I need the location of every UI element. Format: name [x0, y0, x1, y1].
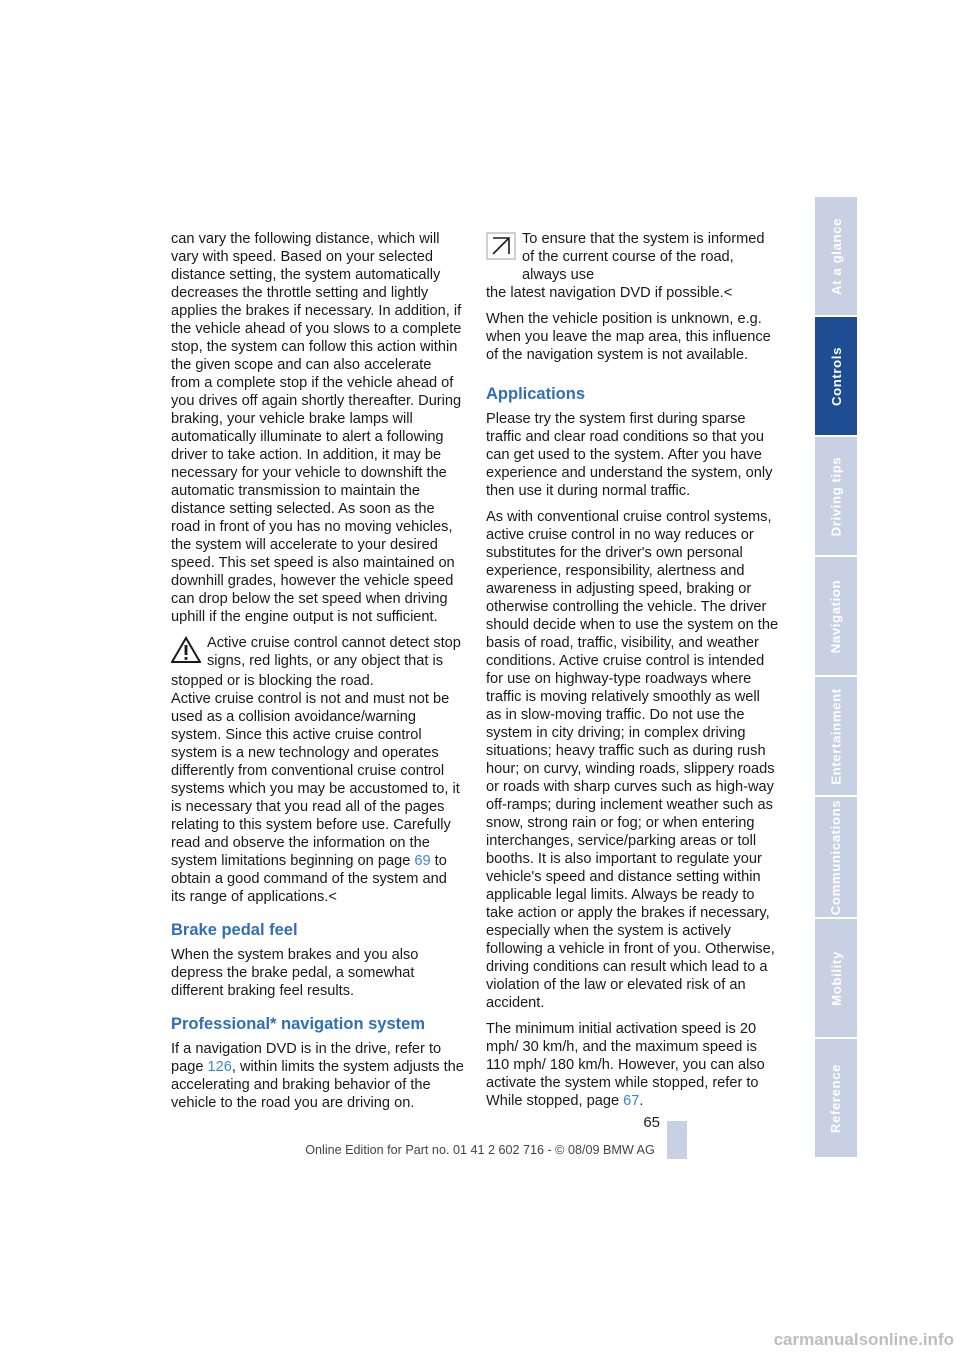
watermark: carmanualsonline.info	[773, 1330, 954, 1349]
tab-communications[interactable]: Communications	[815, 797, 857, 919]
tab-entertainment[interactable]: Entertainment	[815, 677, 857, 797]
page-link-69[interactable]: 69	[414, 853, 431, 869]
left-column	[171, 230, 464, 1120]
heading-navigation-system: Professional* navigation system	[171, 1015, 426, 1033]
brake-paragraph: When the system brakes and you also depress the brake pedal, a somewhat different braking feel results.	[171, 947, 419, 999]
intro-paragraph: can vary the following distance, which will vary with speed. Based on your selected distance setting, the system automatically decreases the throttle setting and lightly applies the brakes if necessary. In addition, if the vehicle ahead of you slows to a complete stop, the system can follow this action within the given scope and can also accelerate from a complete stop if the vehicle ahead of you drives off again shortly thereafter. During braking, your vehicle brake lamps will automatically illuminate to alert a following driver to take action. In addition, it may be necessary for your vehicle to downshift the automatic transmission to maintain the distance setting selected. As soon as the road in front of you has no moving vehicles, the system will accelerate to your desired speed. This set speed is also maintained on downhill grades, however the vehicle speed can drop below the set speed when driving uphill if the engine output is not sufficient.	[171, 231, 462, 625]
right-column	[486, 230, 779, 1118]
warning-block	[171, 634, 464, 906]
page-link-126[interactable]: 126	[207, 1059, 232, 1075]
note-arrow-icon	[486, 232, 522, 268]
page-number: 65	[643, 1114, 660, 1131]
tab-reference[interactable]: Reference	[815, 1039, 857, 1159]
end-mark: <	[328, 889, 337, 905]
end-mark: <	[723, 285, 733, 301]
side-navigation	[815, 197, 857, 1159]
warning-text-first: Active cruise control cannot detect stop signs, red lights, or any object that is	[207, 635, 461, 669]
tab-driving-tips[interactable]: Driving tips	[815, 437, 857, 557]
speed-paragraph: The minimum initial activation speed is 20 mph/ 30 km/h, and the maximum speed is 110 mph/ 180 km/h. However, you can also activate the system while stopped, refer to While stopped, page 67.	[486, 1021, 765, 1109]
warning-triangle-icon	[171, 636, 207, 672]
note-text-first: To ensure that the system is informed of the current course of the road, always use	[522, 231, 765, 283]
tab-mobility[interactable]: Mobility	[815, 919, 857, 1039]
heading-applications: Applications	[486, 385, 586, 403]
position-unknown-paragraph: When the vehicle position is unknown, e.g. when you leave the map area, this influence of the navigation system is not available.	[486, 311, 771, 363]
applications-paragraph-2: As with conventional cruise control systems, active cruise control in no way reduces or substitutes for the driver's own personal experience, responsibility, alertness and awareness in adjusting speed, braking or otherwise controlling the vehicle. The driver should decide when to use the system on the basis of road, traffic, visibility, and weather conditions. Active cruise control is intended for use on highway-type roadways where traffic is moving relatively smoothly as well as in slow-moving traffic. Do not use the system in city driving; in complex driving situations; heavy traffic such as during rush hour; on curvy, winding roads, slippery roads or roads with sharp curves such as high-way off-ramps; during inclement weather such as snow, strong rain or fog; or when entering interchanges, service/parking areas or toll booths. It is also important to regulate your vehicle's speed and distance setting within applicable legal limits. Always be ready to take action or apply the brakes if necessary, especially when the system is actively following a vehicle in front of you. Otherwise, driving conditions can result which lead to a violation of the law or elevated risk of an accident.	[486, 509, 779, 1011]
tab-navigation[interactable]: Navigation	[815, 557, 857, 677]
tab-at-a-glance[interactable]: At a glance	[815, 197, 857, 317]
footer-edition-text: Online Edition for Part no. 01 41 2 602 716 - © 08/09 BMW AG	[305, 1143, 655, 1157]
page-link-67[interactable]: 67	[623, 1093, 640, 1109]
note-block	[486, 230, 779, 302]
warning-text-rest: stopped or is blocking the road.	[171, 673, 374, 689]
applications-paragraph-1: Please try the system first during sparse traffic and clear road conditions so that you can get used to the system. After you have experience and understand the system, only then use it during normal traffic.	[486, 411, 773, 499]
tab-controls[interactable]: Controls	[815, 317, 857, 437]
warning-paragraph-2: Active cruise control is not and must not be used as a collision avoidance/warning system. Since this active cruise control system is a new technology and operates differently from conventional cruise control systems which you may be accustomed to, it is necessary that you read all of the pages relating to this system before use. Carefully read and observe the information on the system limitations beginning on page 69 to obtain a good command of the system and its range of applications.<	[171, 691, 460, 905]
navigation-paragraph: If a navigation DVD is in the drive, refer to page 126, within limits the system adjusts the accelerating and braking behavior of the vehicle to the road you are driving on.	[171, 1041, 464, 1111]
note-text-rest: the latest navigation DVD if possible.<	[486, 285, 733, 301]
heading-brake-pedal-feel: Brake pedal feel	[171, 921, 298, 939]
